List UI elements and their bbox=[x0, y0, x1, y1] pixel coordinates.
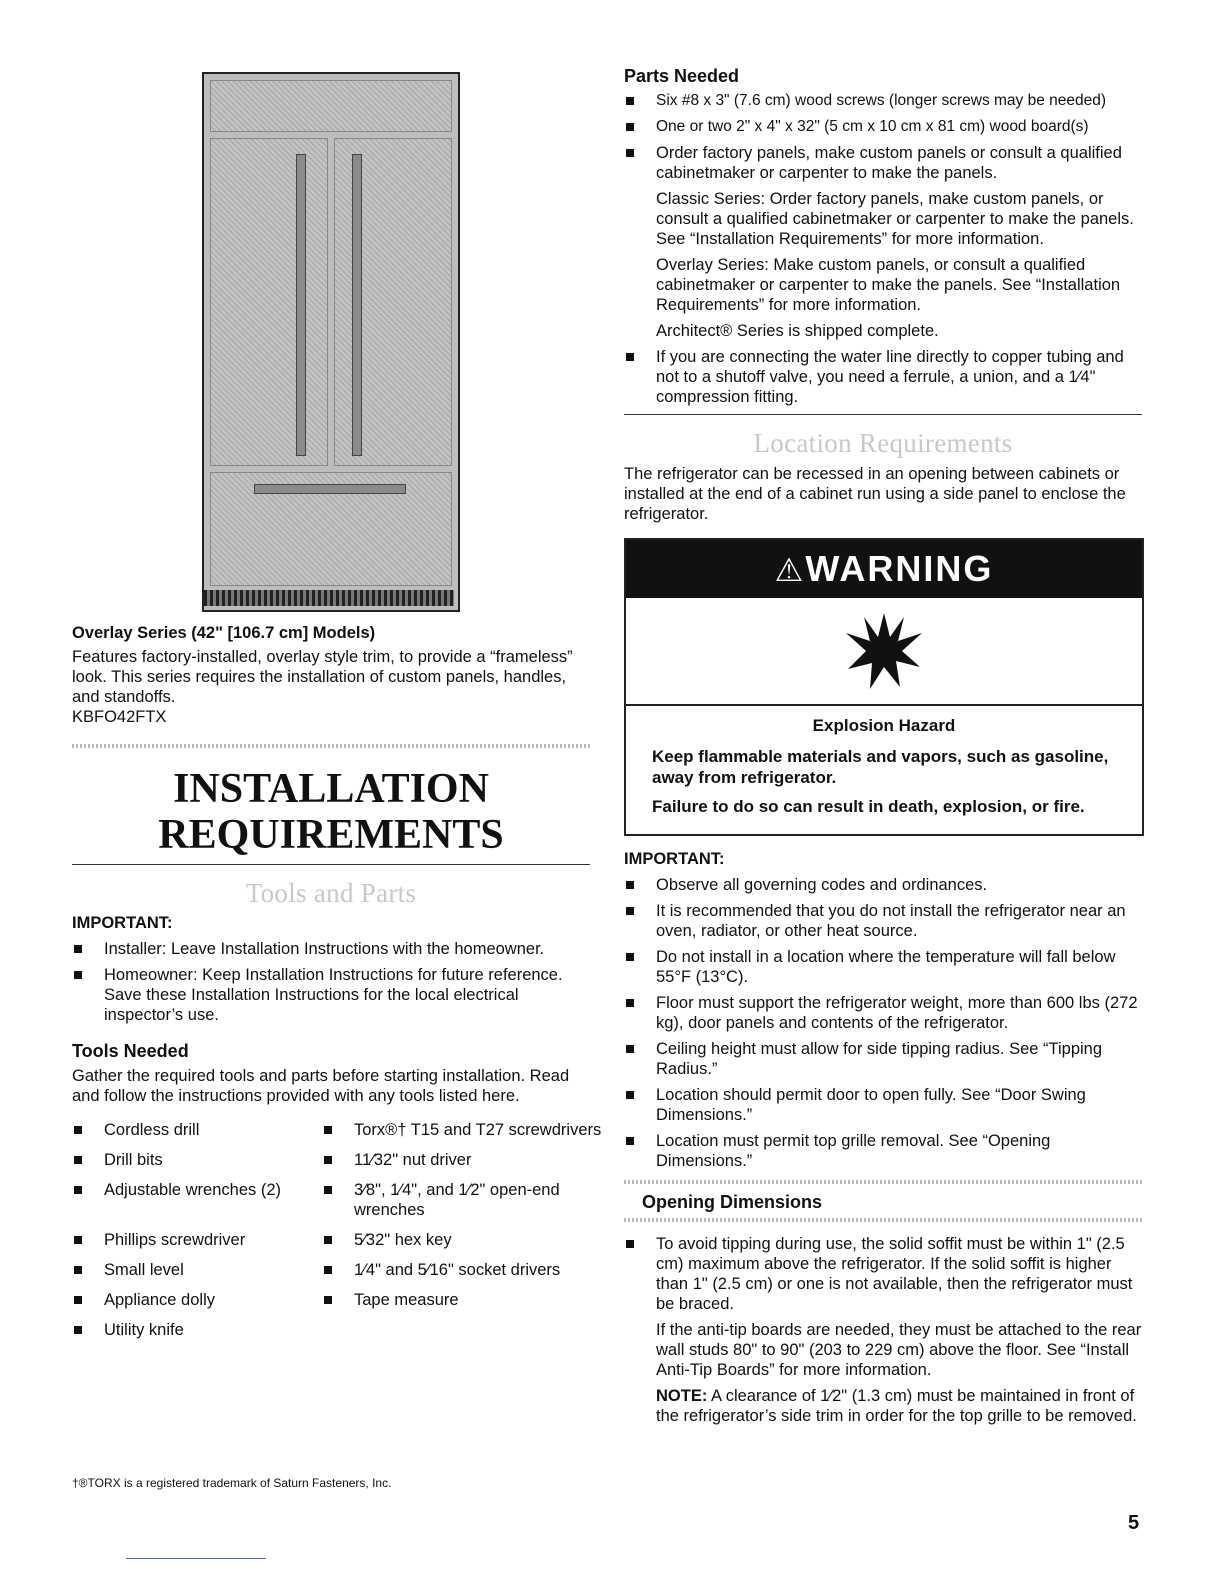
list-item: Ceiling height must allow for side tipping radius. See “Tipping Radius.” bbox=[624, 1039, 1144, 1079]
tools-important-label: IMPORTANT: bbox=[72, 914, 173, 932]
list-item: Do not install in a location where the temperature will fall below 55°F (13°C). bbox=[624, 947, 1144, 987]
architect-series-note: Architect® Series is shipped complete. bbox=[656, 322, 939, 340]
opening-note bbox=[656, 1386, 1144, 1426]
tools-list bbox=[72, 1120, 602, 1340]
list-item bbox=[624, 143, 1144, 183]
list-item: Cordless drill bbox=[72, 1120, 322, 1140]
left-door-panel bbox=[210, 138, 328, 466]
parts-needed-list bbox=[624, 91, 1144, 183]
opening-divider-top bbox=[624, 1180, 1142, 1184]
list-item: To avoid tipping during use, the solid soffit must be within 1" (2.5 cm) maximum above the refrigerator. If the solid soffit is higher than 1" (2.5 cm) or one is not available, then the refrigerator must be braced. bbox=[624, 1234, 1144, 1314]
list-item: Drill bits bbox=[72, 1150, 322, 1170]
bottom-grille bbox=[204, 590, 454, 606]
list-item: It is recommended that you do not install the refrigerator near an oven, radiator, or other heat source. bbox=[624, 901, 1144, 941]
opening-heading: Opening Dimensions bbox=[642, 1192, 823, 1212]
list-item: Observe all governing codes and ordinances. bbox=[624, 875, 1144, 895]
list-item: Location should permit door to open fully. See “Door Swing Dimensions.” bbox=[624, 1085, 1144, 1125]
list-item: If you are connecting the water line directly to copper tubing and not to a shutoff valve, you need a ferrule, a union, and a 1⁄4" compression fitting. bbox=[624, 347, 1144, 407]
list-item: 3⁄8", 1⁄4", and 1⁄2" open-end wrenches bbox=[322, 1180, 612, 1220]
list-item: Location must permit top grille removal. See “Opening Dimensions.” bbox=[624, 1131, 1144, 1171]
main-title bbox=[72, 766, 590, 858]
list-item: Installer: Leave Installation Instructions with the homeowner. bbox=[72, 939, 592, 959]
hazard-symbol-panel bbox=[626, 598, 1142, 706]
list-item: Torx®† T15 and T27 screwdrivers bbox=[322, 1120, 612, 1140]
list-item: Six #8 x 3" (7.6 cm) wood screws (longer screws may be needed) bbox=[624, 91, 1144, 111]
list-item: Utility knife bbox=[72, 1320, 322, 1340]
location-intro: The refrigerator can be recessed in an opening between cabinets or installed at the end of a cabinet run using a side panel to enclose the refrigerator. bbox=[624, 465, 1126, 523]
warning-banner-text: WARNING bbox=[805, 548, 994, 589]
right-door-handle bbox=[352, 154, 362, 456]
classic-series-note: Classic Series: Order factory panels, make custom panels, or consult a qualified cabinetmaker or carpenter to make the panels. See “Installation Requirements” for more information. bbox=[656, 190, 1134, 248]
divider bbox=[72, 744, 590, 748]
location-heading: Location Requirements bbox=[753, 428, 1013, 458]
tools-needed-heading: Tools Needed bbox=[72, 1041, 189, 1061]
top-panel bbox=[210, 80, 452, 132]
refrigerator-illustration bbox=[202, 72, 460, 612]
note-text: A clearance of 1⁄2" (1.3 cm) must be maintained in front of the refrigerator’s side trim in order for the top grille to be removed. bbox=[656, 1387, 1137, 1425]
hazard-line1: Keep flammable materials and vapors, such as gasoline, away from refrigerator. bbox=[652, 747, 1109, 787]
warning-banner bbox=[626, 540, 1142, 598]
overlay-series-note: Overlay Series: Make custom panels, or consult a qualified cabinetmaker or carpenter to make the panels. See “Installation Requirements” for more information. bbox=[656, 256, 1121, 314]
opening-para2: If the anti-tip boards are needed, they must be attached to the rear wall studs 80" to 90" (203 to 229 cm) above the floor. See “Install Anti-Tip Boards” for more information. bbox=[656, 1321, 1142, 1379]
explosion-icon bbox=[844, 611, 924, 691]
footnote: †®TORX is a registered trademark of Saturn Fasteners, Inc. bbox=[72, 1476, 392, 1490]
fridge-caption-body: Features factory-installed, overlay style trim, to provide a “frameless” look. This series requires the installation of custom panels, handles, and standoffs. bbox=[72, 648, 573, 706]
drawer-handle bbox=[254, 484, 406, 494]
parts-needed-heading: Parts Needed bbox=[624, 66, 740, 86]
hazard-line2: Failure to do so can result in death, explosion, or fire. bbox=[652, 797, 1085, 816]
warning-box bbox=[624, 538, 1144, 836]
parts-needed-list-cont bbox=[624, 347, 1144, 407]
bottom-edge-line bbox=[126, 1558, 266, 1559]
opening-divider-bottom bbox=[624, 1218, 1142, 1222]
warning-triangle-icon: ⚠ bbox=[774, 552, 806, 588]
list-item: Tape measure bbox=[322, 1290, 612, 1310]
parts-item3-text: Order factory panels, make custom panels or consult a qualified cabinetmaker or carpenter to make the panels. bbox=[656, 144, 1122, 182]
list-item: One or two 2" x 4" x 32" (5 cm x 10 cm x 81 cm) wood board(s) bbox=[624, 117, 1144, 137]
list-item: Small level bbox=[72, 1260, 322, 1280]
main-title-line2: REQUIREMENTS bbox=[158, 812, 504, 858]
page-number: 5 bbox=[1128, 1512, 1140, 1534]
note-label: NOTE: bbox=[656, 1387, 708, 1405]
list-item: Phillips screwdriver bbox=[72, 1230, 322, 1250]
fridge-model: KBFO42FTX bbox=[72, 708, 167, 726]
location-important-label: IMPORTANT: bbox=[624, 850, 725, 868]
tools-important-list bbox=[72, 939, 592, 1025]
list-item: Appliance dolly bbox=[72, 1290, 322, 1310]
opening-list bbox=[624, 1234, 1144, 1314]
tools-intro: Gather the required tools and parts before starting installation. Read and follow the instructions provided with any tools listed here. bbox=[72, 1067, 570, 1105]
list-item: Floor must support the refrigerator weight, more than 600 lbs (272 kg), door panels and contents of the refrigerator. bbox=[624, 993, 1144, 1033]
location-important-list bbox=[624, 875, 1144, 1171]
list-item: 1⁄4" and 5⁄16" socket drivers bbox=[322, 1260, 612, 1280]
list-item: 5⁄32" hex key bbox=[322, 1230, 612, 1250]
fridge-caption-title: Overlay Series (42" [106.7 cm] Models) bbox=[72, 624, 376, 642]
parts-rule bbox=[624, 414, 1142, 415]
hazard-title: Explosion Hazard bbox=[812, 716, 956, 735]
main-title-line1: INSTALLATION bbox=[173, 766, 489, 812]
title-rule bbox=[72, 864, 590, 865]
list-item: 11⁄32" nut driver bbox=[322, 1150, 612, 1170]
list-item: Homeowner: Keep Installation Instructions for future reference. Save these Installation Instructions for the local electrical inspector’s use. bbox=[72, 965, 592, 1025]
tools-parts-heading: Tools and Parts bbox=[245, 878, 417, 908]
list-item: Adjustable wrenches (2) bbox=[72, 1180, 322, 1220]
left-door-handle bbox=[296, 154, 306, 456]
